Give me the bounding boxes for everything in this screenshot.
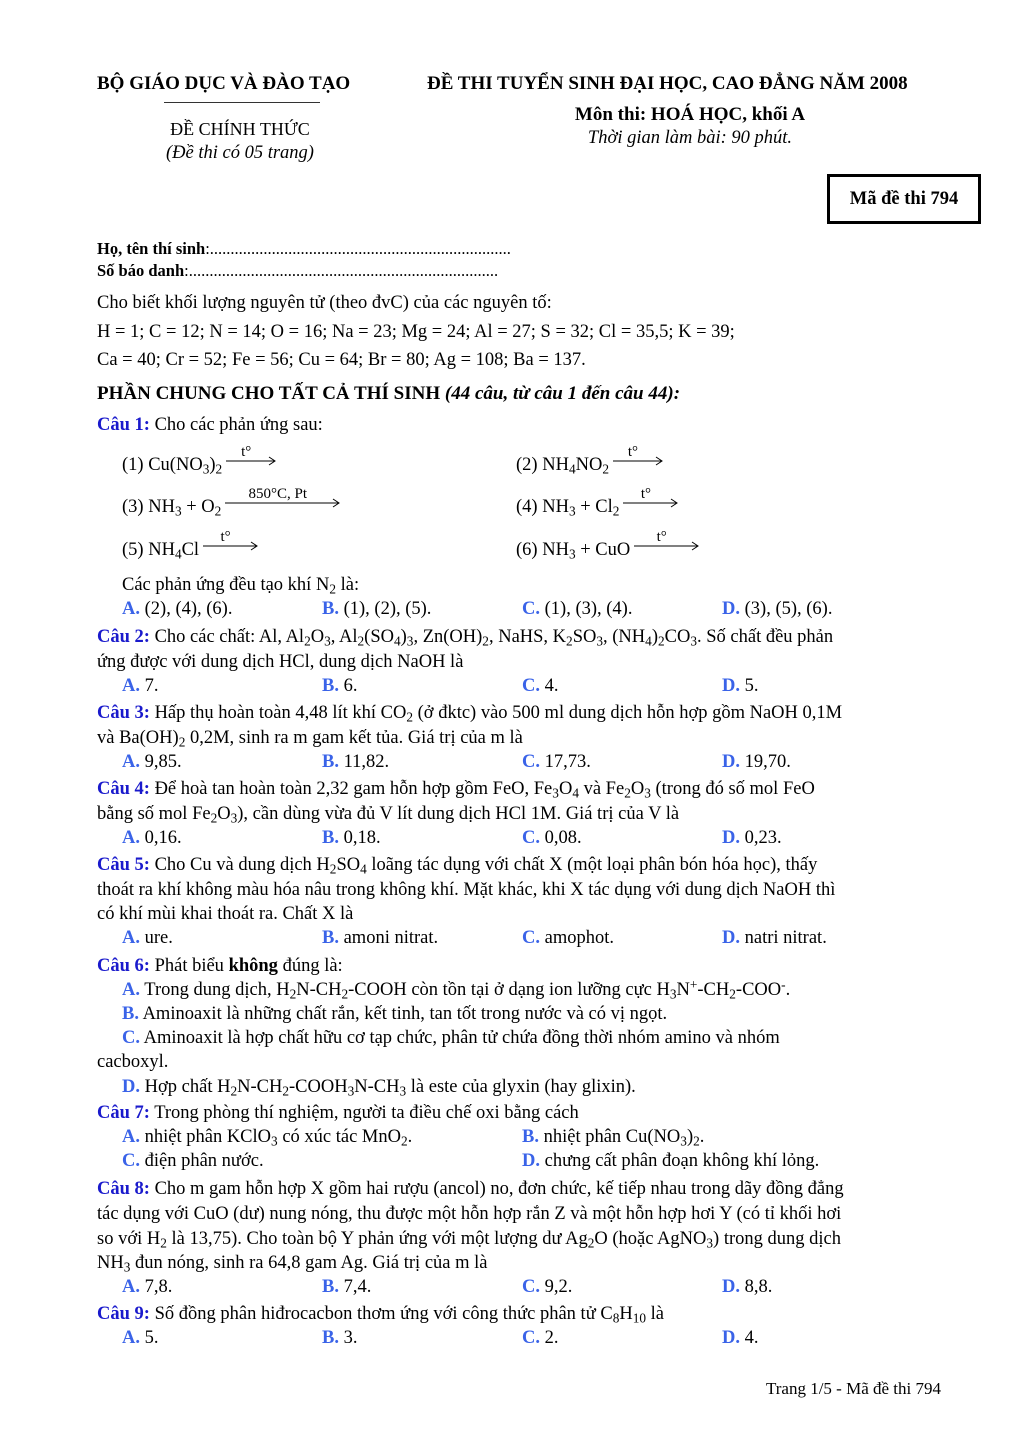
option-text: 0,16. bbox=[140, 828, 182, 848]
question-label: Câu 1: bbox=[97, 415, 150, 435]
option-letter: C. bbox=[522, 676, 540, 696]
option-text: (2), (4), (6). bbox=[140, 599, 233, 619]
question-8-stem-cont-3: $NH_3$ đun nóng, sinh ra 64,8 gam Ag. Giá trị của m là bbox=[97, 1253, 488, 1275]
question-2-stem-cont: ứng được với dung dịch HCl, dung dịch NaOH là bbox=[97, 652, 464, 672]
option-text: ure. bbox=[140, 928, 173, 948]
answer-option-c[interactable] bbox=[522, 926, 614, 950]
question-1-stem bbox=[97, 413, 942, 437]
reaction-6 bbox=[516, 529, 699, 562]
option-text: 5. bbox=[740, 676, 759, 696]
reaction-4 bbox=[516, 486, 678, 519]
answer-option-a[interactable] bbox=[122, 674, 159, 698]
option-text: 9,85. bbox=[140, 752, 182, 772]
answer-option-a[interactable] bbox=[122, 826, 182, 850]
exam-subject: Môn thi: HOÁ HỌC, khối A bbox=[574, 104, 806, 125]
atomic-mass-line-1: H = 1; C = 12; N = 14; O = 16; Na = 23; Mg = 24; Al = 27; S = 32; Cl = 35,5; K = 39; bbox=[97, 322, 735, 342]
option-text: 2. bbox=[540, 1328, 559, 1348]
section-title-text: PHẦN CHUNG CHO TẤT CẢ THÍ SINH bbox=[97, 383, 441, 404]
answer-option-b[interactable] bbox=[322, 674, 357, 698]
option-text: 7,8. bbox=[140, 1277, 173, 1297]
option-text: 8,8. bbox=[740, 1277, 773, 1297]
reaction-number: (6) bbox=[516, 540, 543, 560]
pages-note: (Đề thi có 05 trang) bbox=[166, 143, 314, 163]
ministry-underline bbox=[164, 102, 320, 103]
answer-option-a[interactable] bbox=[122, 978, 790, 1002]
question-4-stem-cont: bằng số mol $Fe_2O_3$), cần dùng vừa đủ V lít dung dịch HCl 1M. Giá trị của V là bbox=[97, 804, 680, 826]
candidate-name-label: Họ, tên thí sinh bbox=[97, 239, 206, 258]
reaction-condition: t° bbox=[241, 444, 252, 460]
option-letter: B. bbox=[322, 828, 339, 848]
question-2-stem bbox=[97, 625, 942, 649]
question-text: Cho các phản ứng sau: bbox=[149, 415, 323, 435]
option-letter: B. bbox=[322, 676, 339, 696]
option-letter: D. bbox=[722, 676, 740, 696]
option-text: (1), (2), (5). bbox=[338, 599, 432, 619]
reaction-3 bbox=[122, 486, 340, 519]
question-6-stem bbox=[97, 954, 942, 978]
question-label: Câu 9: bbox=[97, 1304, 150, 1324]
question-label: Câu 3: bbox=[97, 703, 150, 723]
option-text: điện phân nước. bbox=[140, 1151, 264, 1171]
answer-option-a[interactable] bbox=[122, 597, 232, 621]
option-letter: D. bbox=[722, 828, 740, 848]
question-4-stem bbox=[97, 777, 942, 801]
option-letter: A. bbox=[122, 599, 140, 619]
option-letter: A. bbox=[122, 1127, 140, 1147]
reaction-arrow-icon bbox=[203, 529, 258, 555]
option-letter: D. bbox=[722, 752, 740, 772]
reaction-condition: t° bbox=[640, 486, 651, 502]
reaction-number: (5) bbox=[122, 540, 149, 560]
answer-option-b[interactable] bbox=[322, 750, 389, 774]
question-label: Câu 4: bbox=[97, 779, 150, 799]
answer-option-c[interactable] bbox=[522, 674, 559, 698]
option-text: 7. bbox=[140, 676, 159, 696]
option-text: 4. bbox=[740, 1328, 759, 1348]
option-letter: C. bbox=[522, 1328, 540, 1348]
option-letter: B. bbox=[522, 1127, 539, 1147]
question-text: Cho m gam hỗn hợp X gồm hai rượu (ancol) no, đơn chức, kế tiếp nhau trong dãy đồng đẳng bbox=[149, 1179, 844, 1199]
option-text: 19,70. bbox=[740, 752, 791, 772]
reaction-reactants: $NH_3 + Cl_2$ bbox=[542, 497, 620, 519]
question-5-stem-cont: thoát ra khí không màu hóa nâu trong không khí. Mặt khác, khi X tác dụng với dung dịch NaOH thì bbox=[97, 880, 836, 900]
option-letter: A. bbox=[122, 752, 140, 772]
answer-option-d[interactable] bbox=[522, 1149, 819, 1173]
option-letter: C. bbox=[522, 752, 540, 772]
reaction-arrow-icon bbox=[225, 486, 340, 512]
answer-option-c[interactable] bbox=[522, 826, 582, 850]
question-text: Phát biểu bbox=[149, 956, 229, 976]
option-text: 17,73. bbox=[540, 752, 591, 772]
reaction-number: (4) bbox=[516, 497, 543, 517]
option-letter: D. bbox=[722, 599, 740, 619]
reaction-reactants: $NH_3 + O_2$ bbox=[148, 497, 222, 519]
option-text: nhiệt phân $Cu(NO_3)_2$. bbox=[538, 1127, 705, 1149]
option-letter: A. bbox=[122, 928, 140, 948]
option-text: 11,82. bbox=[338, 752, 390, 772]
question-emphasis: không bbox=[228, 956, 278, 976]
question-label: Câu 2: bbox=[97, 627, 150, 647]
option-text: 0,23. bbox=[740, 828, 782, 848]
option-letter: A. bbox=[122, 1277, 140, 1297]
reaction-5 bbox=[122, 529, 258, 562]
option-text: 3. bbox=[338, 1328, 358, 1348]
option-letter: B. bbox=[322, 928, 339, 948]
reaction-arrow-icon bbox=[226, 444, 276, 470]
option-text: Hợp chất $H_2N-CH_2-COOH_3N-CH_3$ là este của glyxin (hay glixin). bbox=[140, 1077, 636, 1099]
reaction-2 bbox=[516, 444, 663, 477]
question-3-stem bbox=[97, 701, 942, 725]
option-letter: D. bbox=[122, 1077, 140, 1097]
option-letter: D. bbox=[722, 1277, 740, 1297]
answer-option-c[interactable] bbox=[522, 750, 591, 774]
reaction-arrow-icon bbox=[634, 529, 699, 555]
question-label: Câu 5: bbox=[97, 855, 150, 875]
reaction-condition: t° bbox=[656, 529, 667, 545]
ministry-name: BỘ GIÁO DỤC VÀ ĐÀO TẠO bbox=[97, 73, 351, 94]
answer-option-c[interactable] bbox=[522, 1326, 559, 1350]
answer-option-d[interactable] bbox=[722, 1275, 772, 1299]
question-3-stem-cont: và $Ba(OH)_2$ 0,2M, sinh ra m gam kết tủa. Giá trị của m là bbox=[97, 728, 523, 750]
option-letter: C. bbox=[522, 828, 540, 848]
option-text: 5. bbox=[140, 1328, 159, 1348]
answer-option-c[interactable] bbox=[122, 1026, 780, 1050]
option-letter: A. bbox=[122, 980, 140, 1000]
page-footer: Trang 1/5 - Mã đề thi 794 bbox=[765, 1379, 941, 1398]
answer-option-b[interactable] bbox=[322, 597, 431, 621]
question-text: Số đồng phân hiđrocacbon thơm ứng với công thức phân tử $C_8H_{10}$ là bbox=[149, 1304, 665, 1326]
question-text: Để hoà tan hoàn toàn 2,32 gam hỗn hợp gồm FeO, $Fe_3O_4$ và $Fe_2O_3$ (trong đó số mol FeO bbox=[149, 779, 815, 801]
reaction-reactants: $Cu(NO_3)_2$ bbox=[148, 455, 223, 477]
answer-option-a[interactable] bbox=[122, 1275, 172, 1299]
answer-option-a[interactable] bbox=[122, 750, 182, 774]
option-text: Trong dung dịch, $H_2N-CH_2$-COOH còn tồn tại ở dạng ion lưỡng cực $H_3N^+-CH_2-COO^-$. bbox=[140, 977, 791, 1002]
option-text-continued: cacboxyl. bbox=[97, 1052, 169, 1072]
exam-duration: Thời gian làm bài: 90 phút. bbox=[587, 128, 793, 148]
candidate-name-dots: :......................................................................... bbox=[205, 239, 511, 258]
question-text: Hấp thụ hoàn toàn 4,48 lít khí $CO_2$ (ở đktc) vào 500 ml dung dịch hỗn hợp gồm NaOH 0,1M bbox=[149, 703, 843, 725]
option-letter: B. bbox=[322, 1277, 339, 1297]
reaction-arrow-icon bbox=[623, 486, 678, 512]
answer-option-a[interactable] bbox=[122, 926, 173, 950]
option-text: 0,18. bbox=[338, 828, 381, 848]
reaction-number: (3) bbox=[122, 497, 149, 517]
option-letter: B. bbox=[122, 1004, 139, 1024]
option-text: Aminoaxit là những chất rắn, kết tinh, tan tốt trong nước và có vị ngọt. bbox=[138, 1004, 668, 1024]
option-text: (3), (5), (6). bbox=[740, 599, 833, 619]
candidate-id-dots: :........................................................................... bbox=[184, 261, 499, 280]
reaction-reactants: $NH_4NO_2$ bbox=[542, 455, 609, 477]
atomic-mass-intro: Cho biết khối lượng nguyên tử (theo đvC) của các nguyên tố: bbox=[97, 293, 552, 313]
option-letter: A. bbox=[122, 1328, 140, 1348]
option-text: 7,4. bbox=[338, 1277, 372, 1297]
exam-code: Mã đề thi 794 bbox=[849, 189, 959, 209]
answer-option-d[interactable] bbox=[722, 926, 827, 950]
question-7-stem bbox=[97, 1101, 942, 1125]
option-text: amophot. bbox=[540, 928, 614, 948]
reaction-number: (1) bbox=[122, 455, 149, 475]
answer-option-b[interactable] bbox=[322, 826, 381, 850]
reaction-condition: t° bbox=[627, 444, 639, 460]
answer-option-b[interactable] bbox=[122, 1002, 667, 1026]
answer-option-b[interactable] bbox=[322, 926, 438, 950]
question-8-stem-cont-2: so với $H_2$ là 13,75). Cho toàn bộ Y phản ứng với một lượng dư $Ag_2O$ (hoặc AgNO$_3$) trong dung dịch bbox=[97, 1229, 841, 1251]
answer-option-c[interactable] bbox=[522, 597, 632, 621]
option-letter: C. bbox=[522, 599, 540, 619]
answer-option-a[interactable] bbox=[122, 1326, 159, 1350]
official-label: ĐỀ CHÍNH THỨC bbox=[170, 119, 310, 139]
question-5-stem-cont-2: có khí mùi khai thoát ra. Chất X là bbox=[97, 904, 354, 924]
answer-option-c[interactable] bbox=[522, 1275, 572, 1299]
exam-code-box bbox=[827, 174, 981, 224]
candidate-id-line[interactable] bbox=[97, 261, 498, 281]
answer-option-a[interactable] bbox=[122, 1125, 412, 1149]
option-letter: C. bbox=[522, 928, 540, 948]
question-8-stem bbox=[97, 1177, 942, 1201]
answer-option-d[interactable] bbox=[122, 1075, 636, 1099]
question-text-post: đúng là: bbox=[277, 956, 343, 976]
question-text: Cho các chất: Al, $Al_2O_3$, $Al_2(SO_4)_3$, $Zn(OH)_2$, NaHS, $K_2SO_3$, $(NH_4)_2CO_3$. Số chất đều phản bbox=[149, 627, 834, 649]
reaction-arrow-icon bbox=[613, 444, 663, 470]
question-1-prompt: Các phản ứng đều tạo khí $N_2$ là: bbox=[122, 575, 360, 597]
candidate-name-line[interactable] bbox=[97, 239, 511, 259]
question-label: Câu 6: bbox=[97, 956, 150, 976]
option-text: Aminoaxit là hợp chất hữu cơ tạp chức, phân tử chứa đồng thời nhóm amino và nhóm bbox=[140, 1028, 780, 1048]
option-text: 6. bbox=[338, 676, 358, 696]
answer-option-b[interactable] bbox=[322, 1326, 357, 1350]
option-text: 9,2. bbox=[540, 1277, 573, 1297]
option-text: chưng cất phân đoạn không khí lỏng. bbox=[540, 1151, 820, 1171]
answer-option-d[interactable] bbox=[722, 1326, 759, 1350]
answer-option-d[interactable] bbox=[722, 674, 759, 698]
answer-option-b[interactable] bbox=[522, 1125, 704, 1149]
section-title bbox=[97, 383, 680, 405]
answer-option-d[interactable] bbox=[722, 826, 782, 850]
answer-option-d[interactable] bbox=[722, 750, 791, 774]
answer-option-b[interactable] bbox=[322, 1275, 371, 1299]
question-label: Câu 8: bbox=[97, 1179, 150, 1199]
question-5-stem bbox=[97, 853, 942, 877]
option-letter: D. bbox=[522, 1151, 540, 1171]
reaction-condition: t° bbox=[220, 529, 231, 545]
option-letter: B. bbox=[322, 1328, 339, 1348]
option-text: natri nitrat. bbox=[740, 928, 827, 948]
reaction-reactants: $NH_4Cl$ bbox=[148, 540, 200, 562]
option-text: amoni nitrat. bbox=[338, 928, 439, 948]
section-note: (44 câu, từ câu 1 đến câu 44): bbox=[440, 383, 681, 404]
option-letter: C. bbox=[122, 1028, 140, 1048]
reaction-1 bbox=[122, 444, 276, 477]
question-8-stem-cont: tác dụng với CuO (dư) nung nóng, thu được một hỗn hợp rắn Z và một hỗn hợp hơi Y (có tỉ khối hơi bbox=[97, 1204, 842, 1224]
question-9-stem bbox=[97, 1302, 942, 1326]
option-letter: C. bbox=[122, 1151, 140, 1171]
question-text: Trong phòng thí nghiệm, người ta điều chế oxi bằng cách bbox=[149, 1103, 579, 1123]
option-letter: C. bbox=[522, 1277, 540, 1297]
question-label: Câu 7: bbox=[97, 1103, 150, 1123]
option-text: nhiệt phân KClO$_3$ có xúc tác MnO$_2$. bbox=[140, 1127, 413, 1149]
reaction-condition: 850°C, Pt bbox=[248, 486, 308, 502]
candidate-id-label: Số báo danh bbox=[97, 261, 185, 280]
option-text: 0,08. bbox=[540, 828, 582, 848]
option-letter: A. bbox=[122, 676, 140, 696]
option-letter: D. bbox=[722, 928, 740, 948]
answer-option-d[interactable] bbox=[722, 597, 832, 621]
reaction-reactants: $NH_3$ + CuO bbox=[542, 540, 631, 562]
question-text: Cho Cu và dung dịch $H_2SO_4$ loãng tác dụng với chất X (một loại phân bón hóa học), thấy bbox=[149, 855, 818, 877]
option-text: 4. bbox=[540, 676, 559, 696]
option-letter: A. bbox=[122, 828, 140, 848]
reaction-number: (2) bbox=[516, 455, 543, 475]
atomic-mass-line-2: Ca = 40; Cr = 52; Fe = 56; Cu = 64; Br = 80; Ag = 108; Ba = 137. bbox=[97, 350, 586, 370]
option-letter: B. bbox=[322, 752, 339, 772]
option-letter: B. bbox=[322, 599, 339, 619]
option-letter: D. bbox=[722, 1328, 740, 1348]
answer-option-c[interactable] bbox=[122, 1149, 264, 1173]
exam-title: ĐỀ THI TUYỂN SINH ĐẠI HỌC, CAO ĐẲNG NĂM 2008 bbox=[427, 73, 908, 94]
option-text: (1), (3), (4). bbox=[540, 599, 633, 619]
